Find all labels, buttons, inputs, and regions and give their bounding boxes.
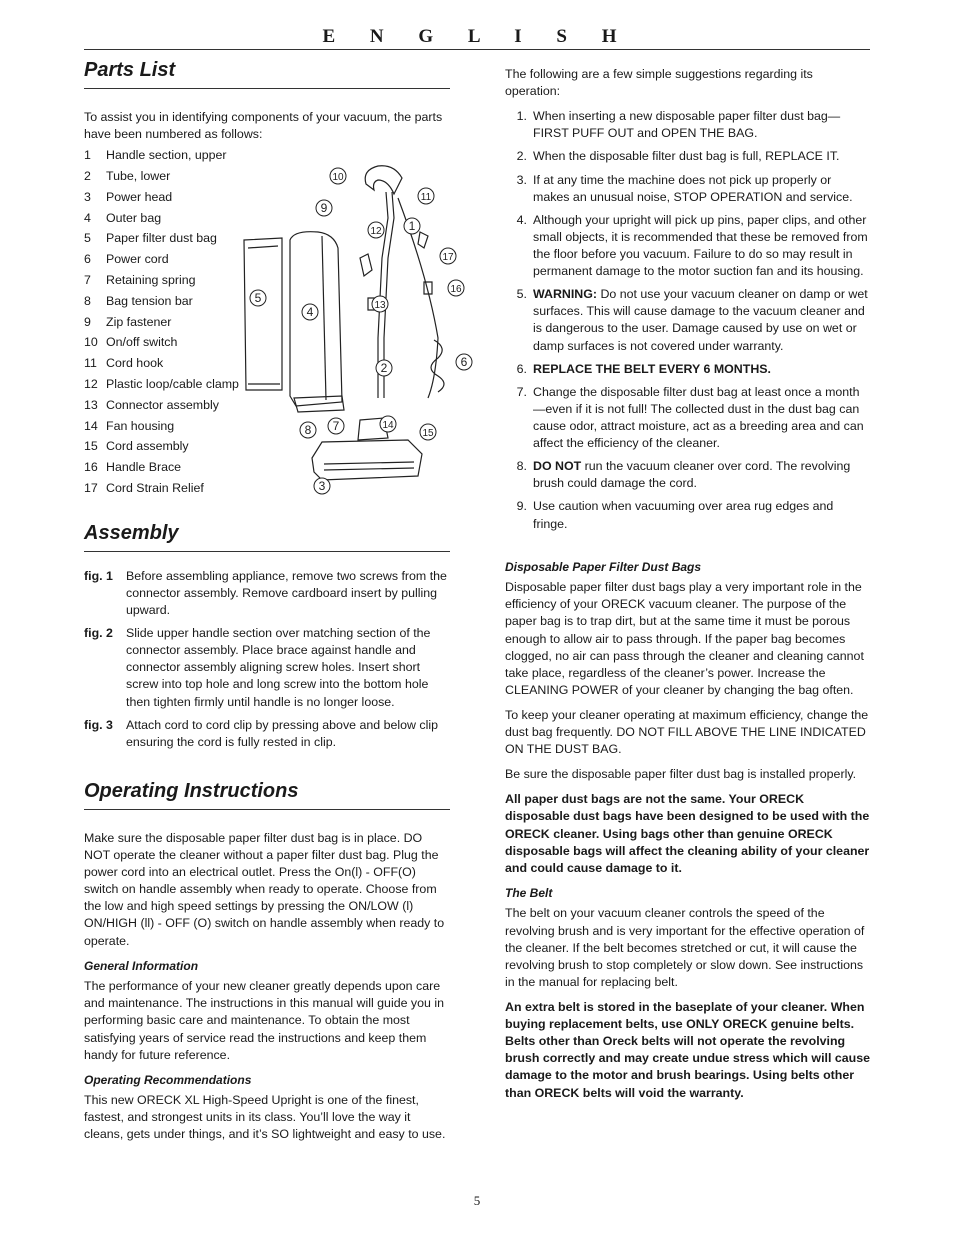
part-number: 6 — [84, 252, 91, 267]
suggestion-text: run the vacuum cleaner over cord. The revolving brush could damage the cord. — [533, 459, 851, 491]
callout-13: 13 — [374, 300, 386, 311]
part-number: 9 — [84, 314, 91, 329]
part-number: 14 — [84, 418, 98, 433]
suggestion-item — [505, 384, 871, 452]
suggestion-text: Use caution when vacuuming over area rug edges and fringe. — [533, 499, 834, 531]
fig-label: fig. 2 — [84, 626, 113, 641]
part-label: Power head — [106, 189, 173, 204]
part-number: 3 — [84, 189, 91, 204]
part-label: Handle Brace — [106, 460, 182, 475]
suggestion-text: Change the disposable filter dust bag at least once a month—even if it is not full! The collected dust in the dust bag can cause odor, attract moisture, act as a breeding area and can affect the efficiency of the cleaner. — [533, 384, 864, 451]
assembly-figs — [84, 568, 450, 751]
part-label: Bag tension bar — [106, 293, 193, 308]
recommendations-heading: Operating Recommendations — [84, 1072, 252, 1087]
part-label: Cord assembly — [106, 439, 189, 454]
suggestion-bold: WARNING: — [533, 287, 598, 302]
suggestion-item — [505, 212, 871, 280]
paper-bag-shape — [244, 238, 282, 390]
dust-bags-paragraph: Disposable paper filter dust bags play a very important role in the efficiency of your ORECK vacuum cleaner. The purpose of the paper bag is to trap dirt, but at the same time it must be porous enough to allow air to pass through. If the paper bag becomes clogged, no air can pass through the cleaner and cleaning cannot take place, regardless of the cleaner’s power. Increase the CLEANING POWER of your cleaner by changing the bag often. — [505, 580, 864, 697]
suggestion-number: 9. — [516, 499, 527, 514]
suggestion-number: 8. — [516, 459, 527, 474]
part-number: 12 — [84, 376, 98, 391]
part-label: Retaining spring — [106, 273, 196, 287]
callout-17: 17 — [442, 252, 454, 263]
part-number: 17 — [84, 480, 98, 495]
callout-11: 11 — [420, 192, 432, 203]
page-number: 5 — [473, 1193, 481, 1208]
fig-label: fig. 1 — [84, 568, 113, 583]
part-label: Tube, lower — [106, 169, 171, 184]
operating-intro: Make sure the disposable paper filter dust bag is in place. DO NOT operate the cleaner without a paper filter dust bag. Plug the power cord into an electrical outlet. Press the On(l) - OFF(O) switch on handle assembly when ready to operate. Choose from the low and high speed settings by pressing the ON/LOW (l) ON/HIGH (ll) - OFF (O) switch on handle assembly when ready to operate. — [84, 830, 445, 948]
suggestion-item — [505, 286, 871, 354]
part-number: 7 — [84, 273, 91, 287]
suggestion-item — [505, 108, 871, 142]
part-number: 2 — [84, 169, 91, 184]
suggestion-bold: DO NOT — [533, 459, 582, 474]
parts-list-title: Parts List — [84, 58, 450, 89]
part-label: Fan housing — [106, 418, 175, 433]
suggestion-number: 6. — [516, 361, 527, 376]
suggestion-text: Although your upright will pick up pins, paper clips, and other small objects, it is recommended that these be removed from the floor before you vacuum. Failure to do so may result in permanent damage to the motor suction fan and its housing. — [533, 212, 868, 279]
part-label: On/off switch — [106, 335, 178, 350]
part-label: Connector assembly — [106, 397, 219, 412]
fig-text: Before assembling appliance, remove two screws from the connector assembly. Remove cardboard insert by pulling upward. — [126, 568, 447, 617]
suggestions-list — [505, 108, 871, 532]
suggestion-item — [505, 458, 871, 492]
assembly-fig — [84, 568, 450, 619]
callout-6: 6 — [460, 355, 468, 369]
fig-text: Slide upper handle section over matching section of the connector assembly. Place brace against handle and connector assembly aligning screw holes. Insert short screw into top hole and long screw into the bottom hole then tighten firmly until handle is no longer loose. — [126, 626, 431, 709]
belt-warning: An extra belt is stored in the baseplate of your cleaner. When buying replacement belts, use ONLY ORECK genuine belts. Belts other than Oreck belts will not operate the revolving brush correctly and may create undue stress which will cause damage to the motor and brush bearings. Using belts other than ORECK belts will void the warranty. — [505, 1000, 870, 1100]
parts-list-intro: To assist you in identifying components of your vacuum, the parts have been numbered as follows: — [84, 110, 443, 142]
callout-15: 15 — [422, 428, 434, 439]
suggestion-number: 3. — [516, 172, 527, 187]
suggestion-text: When inserting a new disposable paper filter dust bag—FIRST PUFF OUT and OPEN THE BAG. — [533, 109, 841, 141]
belt-heading: The Belt — [505, 885, 553, 900]
outer-bag-shape — [290, 232, 342, 406]
part-number: 8 — [84, 293, 91, 308]
part-number: 1 — [84, 148, 91, 163]
general-info-heading: General Information — [84, 958, 199, 973]
part-number: 11 — [84, 356, 97, 371]
suggestion-item — [505, 361, 871, 378]
fig-label: fig. 3 — [84, 717, 113, 732]
suggestion-item — [505, 172, 871, 206]
callout-4: 4 — [306, 305, 314, 319]
callout-8: 8 — [304, 423, 312, 437]
callout-1: 1 — [408, 219, 416, 233]
parts-diagram — [238, 158, 474, 500]
assembly-fig — [84, 717, 450, 751]
suggestion-bold: REPLACE THE BELT EVERY 6 MONTHS. — [533, 361, 771, 376]
suggestion-text: When the disposable filter dust bag is full, REPLACE IT. — [533, 149, 840, 164]
part-label: Paper filter dust bag — [106, 231, 217, 246]
part-label: Outer bag — [106, 210, 162, 225]
part-label: Power cord — [106, 252, 169, 267]
suggestion-number: 2. — [516, 149, 527, 164]
suggestion-number: 1. — [516, 109, 527, 124]
dust-bags-heading: Disposable Paper Filter Dust Bags — [505, 559, 702, 574]
dust-bags-paragraph: Be sure the disposable paper filter dust bag is installed properly. — [505, 767, 857, 782]
suggestion-item — [505, 498, 871, 532]
part-label: Zip fastener — [106, 314, 172, 329]
operating-title: Operating Instructions — [84, 779, 450, 810]
callout-14: 14 — [382, 420, 394, 431]
suggestion-number: 4. — [516, 212, 527, 227]
part-number: 13 — [84, 397, 98, 412]
part-number: 15 — [84, 439, 98, 454]
assembly-fig — [84, 625, 450, 711]
general-info-text: The performance of your new cleaner greatly depends upon care and maintenance. The instructions in this manual will guide you in performing basic care and maintenance. To obtain the most satisfying years of service read the instructions and keep them handy for future reference. — [84, 979, 444, 1062]
part-label: Cord hook — [106, 356, 164, 371]
power-head-shape — [312, 440, 422, 480]
callout-12: 12 — [370, 226, 382, 237]
recommendations-text: This new ORECK XL High-Speed Upright is one of the finest, fastest, and strongest units in its class. You’ll love the way it cleans, gets under things, and it’s SO lightweight and easy to use. — [84, 1093, 446, 1142]
part-number: 5 — [84, 231, 91, 246]
handle-shape — [365, 166, 402, 194]
callout-3: 3 — [318, 479, 326, 493]
language-header: E N G L I S H — [322, 26, 632, 47]
callout-9: 9 — [320, 201, 328, 215]
part-label: Handle section, upper — [106, 148, 227, 163]
dust-bags-warning: All paper dust bags are not the same. Your ORECK disposable dust bags have been designed to be used with the ORECK cleaner. Using bags other than genuine ORECK disposable bags will affect the cleaning ability of your cleaner and could cause damage to it. — [505, 792, 870, 875]
fig-text: Attach cord to cord clip by pressing above and below clip ensuring the cord is fully rested in clip. — [126, 717, 439, 749]
assembly-title: Assembly — [84, 521, 450, 552]
suggestion-text: If at any time the machine does not pick up properly or makes an unusual noise, STOP OPERATION and service. — [533, 172, 853, 204]
header-rule — [84, 49, 870, 50]
part-number: 16 — [84, 460, 98, 475]
suggestions-intro: The following are a few simple suggestions regarding its operation: — [505, 67, 813, 99]
callout-2: 2 — [380, 361, 388, 375]
callout-5: 5 — [254, 291, 262, 305]
belt-paragraph: The belt on your vacuum cleaner controls the speed of the revolving brush and is very important for the effective operation of the cleaner. If the belt becomes stretched or cut, it will cause the revolving brush to stop completely or slow down. See instructions in the manual for replacing belt. — [505, 906, 865, 989]
part-number: 10 — [84, 335, 98, 350]
suggestion-number: 7. — [516, 384, 527, 399]
dust-bags-paragraph: To keep your cleaner operating at maximum efficiency, change the dust bag frequently. DO NOT FILL ABOVE THE LINE INDICATED ON THE DUST BAG. — [505, 707, 869, 757]
right-column — [505, 66, 871, 1110]
suggestion-number: 5. — [516, 287, 527, 302]
suggestion-item — [505, 148, 871, 165]
callout-16: 16 — [450, 284, 462, 295]
callout-7: 7 — [332, 419, 340, 433]
suggestion-text: Do not use your vacuum cleaner on damp or wet surfaces. This will cause damage to the vacuum cleaner and is dangerous to the user. Damage caused by use on wet or damp surfaces is not covered under warranty. — [533, 287, 868, 353]
part-label: Plastic loop/cable clamp — [106, 376, 239, 391]
callout-10: 10 — [332, 172, 344, 183]
part-label: Cord Strain Relief — [106, 480, 204, 495]
part-number: 4 — [84, 210, 91, 225]
